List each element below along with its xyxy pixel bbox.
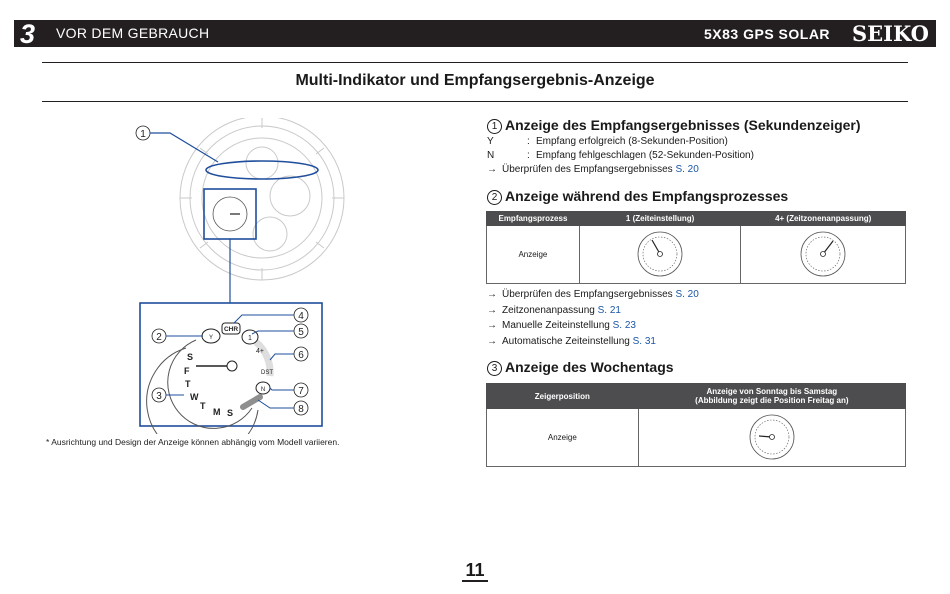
section1-row-y <box>487 136 728 147</box>
badge-1: 1 <box>248 335 252 342</box>
callout-4-label: 4 <box>298 311 304 322</box>
section1-number: 1 <box>487 119 502 134</box>
badge-dst: DST <box>261 370 273 376</box>
link-text: Manuelle Zeiteinstellung <box>502 320 610 331</box>
link-text: Zeitzonenanpassung <box>502 305 595 316</box>
header-line-1: Anzeige von Sonntag bis Samstag <box>706 387 838 396</box>
brand-logo: SEIKO <box>852 21 929 46</box>
row-sep: : <box>527 150 530 161</box>
badge-4plus: 4+ <box>256 348 264 355</box>
scale-letter-t2: T <box>200 401 206 411</box>
page-title: Multi-Indikator und Empfangsergebnis-Anzeige <box>295 72 655 89</box>
dial-cell-weekday <box>638 409 905 467</box>
section-title: VOR DEM GEBRAUCH <box>56 25 210 41</box>
page-header <box>14 20 936 47</box>
section2-heading-text: Anzeige während des Empfangsprozesses <box>505 188 789 204</box>
table-header: Zeigerposition <box>487 384 639 409</box>
section2-link-1[interactable] <box>487 289 699 300</box>
arrow-icon: → <box>487 164 497 175</box>
table-header-weekday <box>638 384 905 409</box>
arrow-icon: → <box>487 336 497 347</box>
reception-process-table <box>486 211 906 284</box>
callout-7-label: 7 <box>298 386 304 397</box>
table-header: Empfangsprozess <box>487 212 580 226</box>
page-reference-link[interactable]: S. 23 <box>612 320 636 331</box>
scale-letter-s: S <box>187 352 194 362</box>
page-reference-link[interactable]: S. 31 <box>632 336 656 347</box>
section2-link-2[interactable] <box>487 305 621 316</box>
mini-dial-icon <box>793 229 853 279</box>
table-header: 4+ (Zeitzonenanpassung) <box>741 212 906 226</box>
dial-cell-time-setting <box>579 226 741 284</box>
row-text: Empfang fehlgeschlagen (52-Sekunden-Position) <box>536 150 754 161</box>
watch-diagram <box>130 118 360 434</box>
weekday-table <box>486 383 906 467</box>
link-text: Automatische Zeiteinstellung <box>502 336 630 347</box>
table-row-label: Anzeige <box>487 409 639 467</box>
page-reference-link[interactable]: S. 21 <box>597 305 621 316</box>
arrow-icon: → <box>487 305 497 316</box>
section2-heading <box>487 188 788 205</box>
arrow-icon: → <box>487 289 497 300</box>
row-key: Y <box>487 136 494 147</box>
scale-letter-f: F <box>184 366 190 376</box>
section1-heading-text: Anzeige des Empfangsergebnisses (Sekundenzeiger) <box>505 117 861 133</box>
section3-heading-text: Anzeige des Wochentags <box>505 359 674 375</box>
scale-letter-w: W <box>190 392 199 402</box>
page-reference-link[interactable]: S. 20 <box>675 164 699 175</box>
table-row-label: Anzeige <box>487 226 580 284</box>
top-rule <box>42 62 908 63</box>
callout-5-label: 5 <box>298 327 304 338</box>
mini-dial-icon <box>630 229 690 279</box>
callout-3-label: 3 <box>156 391 162 402</box>
model-name: 5X83 GPS SOLAR <box>704 26 831 42</box>
page-reference-link[interactable]: S. 20 <box>675 289 699 300</box>
callout-2-label: 2 <box>156 332 162 343</box>
badge-chr: CHR <box>223 326 239 333</box>
row-sep: : <box>527 136 530 147</box>
badge-n: N <box>260 387 266 393</box>
scale-letter-m: M <box>213 407 221 417</box>
link-text: Überprüfen des Empfangsergebnisses <box>502 164 673 175</box>
callout-6-label: 6 <box>298 350 304 361</box>
badge-y: Y <box>208 335 214 341</box>
row-key: N <box>487 150 495 161</box>
dial-cell-timezone <box>741 226 906 284</box>
title-rule <box>42 101 908 102</box>
footnote: * Ausrichtung und Design der Anzeige können abhängig vom Modell variieren. <box>46 437 340 447</box>
header-line-2: (Abbildung zeigt die Position Freitag an) <box>695 396 849 405</box>
scale-letter-s2: S <box>227 408 234 418</box>
section3-number: 3 <box>487 361 502 376</box>
section1-link[interactable] <box>487 164 699 175</box>
table-header: 1 (Zeiteinstellung) <box>579 212 741 226</box>
mini-dial-icon <box>742 412 802 462</box>
chapter-number: 3 <box>20 19 36 49</box>
page-number-underline <box>462 580 488 582</box>
scale-letter-t1: T <box>185 379 191 389</box>
page-number: 11 <box>465 560 485 580</box>
section3-heading <box>487 359 674 376</box>
callout-1-label: 1 <box>140 129 146 140</box>
section1-heading <box>487 117 861 134</box>
section1-row-n <box>487 150 754 161</box>
row-text: Empfang erfolgreich (8-Sekunden-Position) <box>536 136 728 147</box>
arrow-icon: → <box>487 320 497 331</box>
section2-link-3[interactable] <box>487 320 636 331</box>
link-text: Überprüfen des Empfangsergebnisses <box>502 289 673 300</box>
callout-8-label: 8 <box>298 404 304 415</box>
section2-number: 2 <box>487 190 502 205</box>
section2-link-4[interactable] <box>487 336 656 347</box>
